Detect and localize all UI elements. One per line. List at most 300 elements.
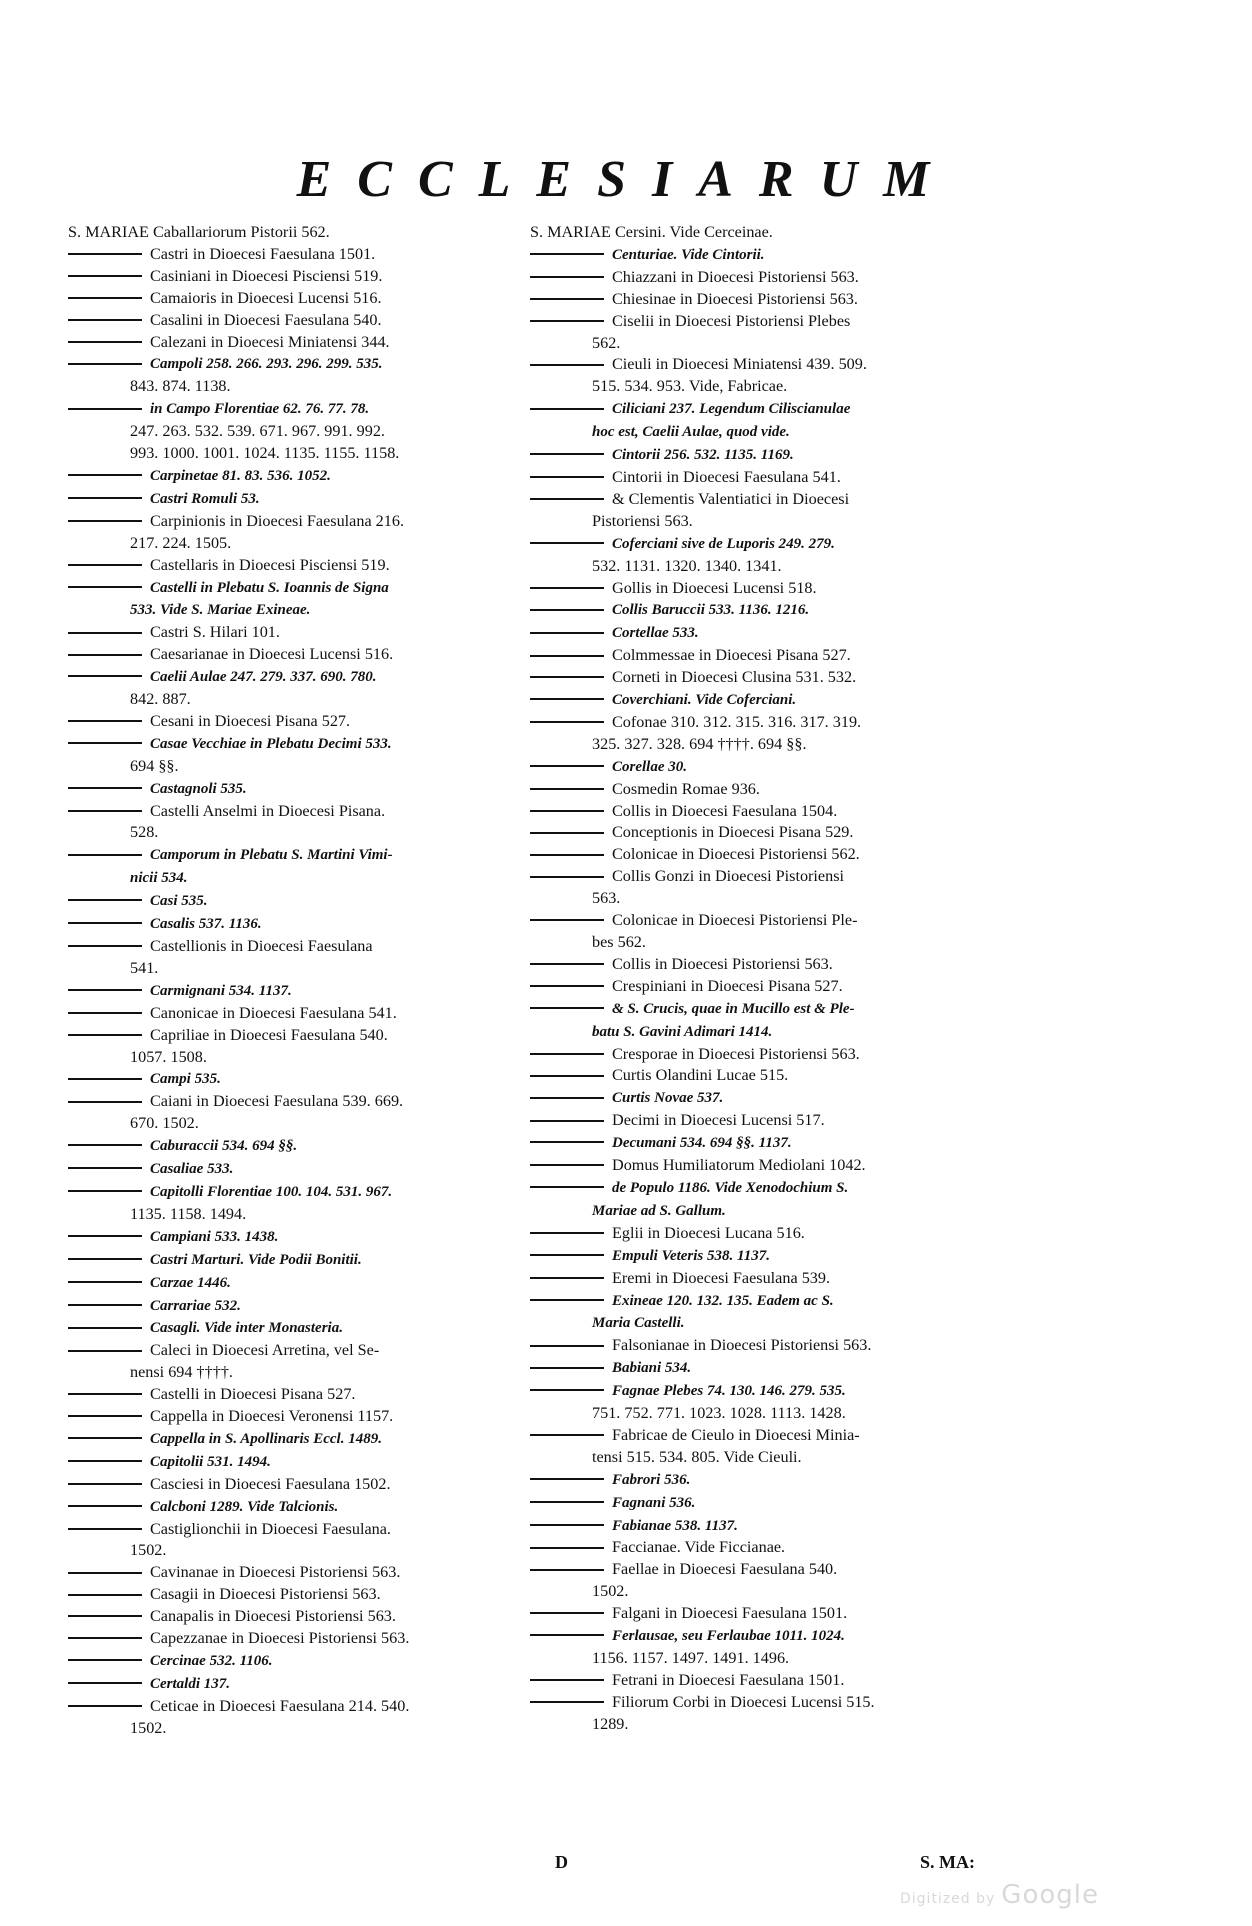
index-entry — [68, 1025, 513, 1047]
index-entry — [530, 1492, 985, 1515]
ditto-dash — [530, 1053, 604, 1055]
entry-text: Castri Marturi. Vide Podii Bonitii. — [150, 1251, 362, 1268]
index-entry — [68, 353, 513, 376]
entry-text: Colonicae in Dioecesi Pistoriensi Ple- — [612, 911, 858, 930]
entry-text: Fabricae de Cieulo in Dioecesi Minia- — [612, 1425, 860, 1444]
index-entry — [68, 890, 513, 913]
entry-text: de Populo 1186. Vide Xenodochium S. — [612, 1179, 849, 1196]
entry-text: Campi 535. — [150, 1071, 221, 1088]
ditto-dash — [530, 276, 604, 278]
index-entry — [530, 1335, 985, 1357]
entry-text: Castellaris in Dioecesi Pisciensi 519. — [150, 555, 390, 574]
entry-text: bes 562. — [592, 933, 646, 951]
ditto-dash — [68, 275, 142, 277]
index-entry-continuation — [68, 599, 513, 622]
ditto-dash — [530, 253, 604, 255]
entry-text: Caelii Aulae 247. 279. 337. 690. 780. — [150, 669, 377, 686]
ditto-dash — [68, 1415, 142, 1417]
ditto-dash — [68, 253, 142, 255]
entry-text: Fagnae Plebes 74. 130. 146. 279. 535. — [612, 1383, 846, 1400]
entry-text: & S. Crucis, quae in Mucillo est & Ple- — [612, 1000, 855, 1017]
index-entry — [68, 1474, 513, 1496]
ditto-dash — [530, 1097, 604, 1099]
entry-text: Coferciani sive de Luporis 249. 279. — [612, 535, 835, 552]
entry-text: S. MARIAE Cersini. Vide Cerceinae. — [530, 223, 773, 241]
entry-text: 563. — [592, 889, 621, 908]
index-entry — [68, 801, 513, 823]
ditto-dash — [530, 1232, 604, 1234]
entry-text: 532. 1131. 1320. 1340. 1341. — [592, 556, 782, 575]
entry-text: Castagnoli 535. — [150, 780, 247, 797]
left-column — [68, 222, 513, 1740]
ditto-dash — [530, 498, 604, 500]
ditto-dash — [68, 989, 142, 991]
index-entry — [530, 976, 985, 998]
index-entry — [530, 844, 985, 866]
entry-text: Calcboni 1289. Vide Talcionis. — [150, 1498, 339, 1515]
index-entry — [68, 1249, 513, 1272]
index-entry — [68, 1158, 513, 1181]
ditto-dash — [68, 632, 142, 634]
ditto-dash — [68, 363, 142, 365]
index-entry — [530, 444, 985, 467]
index-entry — [68, 1003, 513, 1025]
index-entry — [68, 980, 513, 1003]
index-entry — [68, 844, 513, 867]
entry-text: Gollis in Dioecesi Lucensi 518. — [612, 578, 817, 597]
ditto-dash — [68, 720, 142, 722]
entry-text: 515. 534. 953. Vide, Fabricae. — [592, 377, 788, 396]
entry-text: Carpinionis in Dioecesi Faesulana 216. — [150, 511, 405, 530]
ditto-dash — [68, 1393, 142, 1395]
index-entry-continuation — [68, 1540, 513, 1562]
entry-text: tensi 515. 534. 805. Vide Cieuli. — [592, 1447, 802, 1466]
index-entry — [68, 1673, 513, 1696]
entry-text: hoc est, Caelii Aulae, quod vide. — [592, 424, 790, 441]
ditto-dash — [68, 1682, 142, 1684]
index-entry-continuation — [530, 1648, 985, 1670]
entry-text: Collis Gonzi in Dioecesi Pistoriensi — [612, 867, 845, 886]
index-entry-continuation — [68, 1047, 513, 1069]
entry-text: Castelli Anselmi in Dioecesi Pisana. — [150, 801, 386, 820]
index-entry — [530, 1515, 985, 1538]
entry-text: Cesani in Dioecesi Pisana 527. — [150, 711, 351, 730]
entry-text: Mariae ad S. Gallum. — [592, 1202, 726, 1219]
index-entry — [68, 555, 513, 577]
index-entry — [68, 711, 513, 733]
ditto-dash — [530, 1141, 604, 1143]
ditto-dash — [530, 298, 604, 300]
ditto-dash — [530, 1254, 604, 1256]
entry-text: Carmignani 534. 1137. — [150, 982, 292, 999]
entry-text: Filiorum Corbi in Dioecesi Lucensi 515. — [612, 1692, 875, 1711]
index-entry-continuation — [530, 376, 985, 398]
ditto-dash — [530, 676, 604, 678]
entry-text: Caleci in Dioecesi Arretina, vel Se- — [150, 1341, 380, 1360]
ditto-dash — [68, 1505, 142, 1507]
ditto-dash — [530, 854, 604, 856]
ditto-dash — [68, 1705, 142, 1707]
entry-text: Carzae 1446. — [150, 1274, 231, 1291]
ditto-dash — [68, 1572, 142, 1574]
entry-text: Eremi in Dioecesi Faesulana 539. — [612, 1268, 831, 1287]
entry-text: 1502. — [592, 1582, 629, 1601]
ditto-dash — [68, 1350, 142, 1352]
ditto-dash — [68, 787, 142, 789]
entry-text: Decimi in Dioecesi Lucensi 517. — [612, 1111, 825, 1130]
ditto-dash — [530, 1634, 604, 1636]
index-entry — [530, 398, 985, 421]
index-entry — [530, 244, 985, 267]
ditto-dash — [530, 1701, 604, 1703]
index-entry — [68, 488, 513, 511]
index-entry-continuation — [530, 1447, 985, 1469]
ditto-dash — [530, 876, 604, 878]
index-heading — [530, 222, 985, 244]
index-entry — [530, 910, 985, 932]
entry-text: 670. 1502. — [130, 1114, 199, 1133]
index-entry — [530, 489, 985, 511]
entry-text: Falsonianae in Dioecesi Pistoriensi 563. — [612, 1336, 872, 1355]
ditto-dash — [68, 520, 142, 522]
entry-text: Chiazzani in Dioecesi Pistoriensi 563. — [612, 267, 859, 286]
ditto-dash — [68, 319, 142, 321]
ditto-dash — [530, 1164, 604, 1166]
index-entry — [68, 1428, 513, 1451]
entry-text: Cosmedin Romae 936. — [612, 779, 760, 798]
index-entry-continuation — [68, 1204, 513, 1226]
index-entry — [530, 1177, 985, 1200]
index-entry-continuation — [68, 689, 513, 711]
index-entry — [530, 689, 985, 712]
page-title: ECCLESIARUM — [296, 151, 956, 208]
entry-text: Crespiniani in Dioecesi Pisana 527. — [612, 976, 843, 995]
index-entry-continuation — [530, 1200, 985, 1223]
ditto-dash — [68, 1594, 142, 1596]
index-entry-continuation — [68, 822, 513, 844]
entry-text: Conceptionis in Dioecesi Pisana 529. — [612, 823, 854, 842]
index-entry — [530, 1087, 985, 1110]
entry-text: 562. — [592, 333, 621, 352]
ditto-dash — [530, 1501, 604, 1503]
index-entry — [530, 645, 985, 667]
entry-text: Casalis 537. 1136. — [150, 916, 262, 933]
index-entry — [530, 289, 985, 311]
entry-text: Curtis Novae 537. — [612, 1090, 724, 1107]
entry-text: Castelli in Dioecesi Pisana 527. — [150, 1385, 356, 1404]
ditto-dash — [68, 654, 142, 656]
entry-text: Castellionis in Dioecesi Faesulana — [150, 937, 373, 955]
entry-text: Capitolii 531. 1494. — [150, 1453, 271, 1470]
entry-text: in Campo Florentiae 62. 76. 77. 78. — [150, 401, 370, 418]
ditto-dash — [530, 1389, 604, 1391]
ditto-dash — [530, 1547, 604, 1549]
ditto-dash — [68, 1034, 142, 1036]
ditto-dash — [68, 810, 142, 812]
index-entry — [530, 1223, 985, 1245]
index-entry-continuation — [530, 932, 985, 954]
index-entry — [530, 599, 985, 622]
index-entry — [530, 1625, 985, 1648]
entry-text: Chiesinae in Dioecesi Pistoriensi 563. — [612, 289, 858, 308]
ditto-dash — [68, 1167, 142, 1169]
index-entry — [68, 1650, 513, 1673]
entry-text: Empuli Veteris 538. 1137. — [612, 1247, 770, 1264]
entry-text: Centuriae. Vide Cintorii. — [612, 246, 765, 263]
index-entry — [68, 266, 513, 288]
index-entry — [68, 332, 513, 354]
entry-text: Fabianae 538. 1137. — [612, 1517, 738, 1534]
index-entry — [530, 533, 985, 556]
index-entry — [68, 913, 513, 936]
index-entry-continuation — [530, 734, 985, 756]
index-entry — [530, 1603, 985, 1625]
entry-text: Collis in Dioecesi Faesulana 1504. — [612, 801, 838, 820]
entry-text: 1502. — [130, 1541, 167, 1560]
entry-text: 247. 263. 532. 539. 671. 967. 991. 992. — [130, 422, 385, 441]
catchword: S. MA: — [920, 1852, 975, 1872]
index-entry — [530, 1044, 985, 1066]
ditto-dash — [68, 297, 142, 299]
index-entry-continuation — [68, 1113, 513, 1135]
index-entry — [68, 1606, 513, 1628]
ditto-dash — [68, 1460, 142, 1462]
index-entry — [530, 1559, 985, 1581]
ditto-dash — [530, 542, 604, 544]
entry-text: Cavinanae in Dioecesi Pistoriensi 563. — [150, 1563, 401, 1582]
index-entry — [530, 622, 985, 645]
entry-text: 528. — [130, 823, 159, 842]
digitized-watermark — [900, 1880, 1099, 1910]
entry-text: 325. 327. 328. 694 ††††. 694 §§. — [592, 734, 807, 753]
ditto-dash — [530, 1478, 604, 1480]
index-entry — [68, 622, 513, 644]
index-entry — [68, 244, 513, 266]
entry-text: nensi 694 ††††. — [130, 1363, 233, 1382]
index-entry — [530, 1290, 985, 1313]
ditto-dash — [530, 1186, 604, 1188]
index-entry — [530, 354, 985, 376]
index-entry — [68, 1272, 513, 1295]
index-entry — [68, 1519, 513, 1541]
entry-text: Castri Romuli 53. — [150, 490, 260, 507]
entry-text: Decumani 534. 694 §§. 1137. — [612, 1135, 792, 1152]
index-entry-continuation — [530, 1312, 985, 1335]
entry-text: Casi 535. — [150, 893, 208, 910]
entry-text: Casciesi in Dioecesi Faesulana 1502. — [150, 1474, 391, 1493]
index-entry — [68, 1562, 513, 1584]
ditto-dash — [530, 1612, 604, 1614]
index-entry-continuation — [68, 533, 513, 555]
index-entry — [530, 1692, 985, 1714]
index-entry — [68, 465, 513, 488]
index-entry-continuation — [68, 443, 513, 465]
ditto-dash — [68, 1190, 142, 1192]
ditto-dash — [530, 963, 604, 965]
ditto-dash — [68, 1258, 142, 1260]
ditto-dash — [530, 408, 604, 410]
entry-text: Camaioris in Dioecesi Lucensi 516. — [150, 288, 382, 307]
ditto-dash — [68, 1327, 142, 1329]
ditto-dash — [530, 655, 604, 657]
ditto-dash — [68, 1637, 142, 1639]
index-entry — [530, 998, 985, 1021]
ditto-dash — [530, 765, 604, 767]
index-heading — [68, 222, 513, 244]
index-entry — [530, 801, 985, 823]
index-entry — [68, 1068, 513, 1091]
ditto-dash — [530, 832, 604, 834]
entry-text: Campoli 258. 266. 293. 296. 299. 535. — [150, 356, 383, 373]
index-entry — [530, 1357, 985, 1380]
ditto-dash — [68, 742, 142, 744]
entry-text: Casagii in Dioecesi Pistoriensi 563. — [150, 1585, 381, 1604]
index-entry — [530, 1132, 985, 1155]
index-entry-continuation — [68, 867, 513, 890]
index-entry — [530, 578, 985, 600]
ditto-dash — [530, 609, 604, 611]
ditto-dash — [68, 1078, 142, 1080]
entry-text: Carpinetae 81. 83. 536. 1052. — [150, 467, 331, 484]
index-entry — [530, 1268, 985, 1290]
ditto-dash — [68, 341, 142, 343]
entry-text: Ferlausae, seu Ferlaubae 1011. 1024. — [612, 1628, 845, 1645]
index-entry — [68, 666, 513, 689]
index-entry-continuation — [68, 756, 513, 778]
entry-text: Casagli. Vide inter Monasteria. — [150, 1320, 343, 1337]
entry-text: 1156. 1157. 1497. 1491. 1496. — [592, 1649, 790, 1667]
ditto-dash — [530, 1524, 604, 1526]
entry-text: 217. 224. 1505. — [130, 533, 232, 552]
ditto-dash — [68, 586, 142, 588]
entry-text: Pistoriensi 563. — [592, 511, 693, 530]
ditto-dash — [530, 1679, 604, 1681]
index-entry — [68, 1384, 513, 1406]
ditto-dash — [68, 922, 142, 924]
index-entry — [68, 1451, 513, 1474]
index-entry — [530, 1469, 985, 1492]
entry-text: 1502. — [130, 1718, 167, 1737]
ditto-dash — [68, 1615, 142, 1617]
index-entry — [530, 1537, 985, 1559]
entry-text: Cintorii 256. 532. 1135. 1169. — [612, 447, 794, 464]
index-entry — [530, 822, 985, 844]
entry-text: Cappella in S. Apollinaris Eccl. 1489. — [150, 1430, 382, 1447]
index-entry — [68, 310, 513, 332]
entry-text: Casalini in Dioecesi Faesulana 540. — [150, 310, 382, 329]
ditto-dash — [68, 854, 142, 856]
entry-text: Faccianae. Vide Ficcianae. — [612, 1538, 786, 1557]
ditto-dash — [530, 587, 604, 589]
index-entry-continuation — [530, 556, 985, 578]
entry-text: 842. 887. — [130, 690, 191, 709]
entry-text: S. MARIAE Caballariorum Pistorii 562. — [68, 223, 330, 241]
index-entry — [530, 712, 985, 734]
ditto-dash — [530, 1434, 604, 1436]
entry-text: Curtis Olandini Lucae 515. — [612, 1066, 789, 1085]
ditto-dash — [530, 364, 604, 366]
entry-text: Capriliae in Dioecesi Faesulana 540. — [150, 1025, 388, 1044]
index-entry-continuation — [530, 1581, 985, 1603]
ditto-dash — [68, 945, 142, 947]
entry-text: Corellae 30. — [612, 758, 687, 775]
index-entry — [530, 1425, 985, 1447]
entry-text: Collis Baruccii 533. 1136. 1216. — [612, 602, 810, 619]
index-entry — [530, 1380, 985, 1403]
entry-text: Casae Vecchiae in Plebatu Decimi 533. — [150, 735, 392, 752]
ditto-dash — [530, 476, 604, 478]
entry-text: Capezzanae in Dioecesi Pistoriensi 563. — [150, 1629, 410, 1648]
entry-text: Ciselii in Dioecesi Pistoriensi Plebes — [612, 311, 851, 330]
index-entry — [68, 1317, 513, 1340]
entry-text: Colonicae in Dioecesi Pistoriensi 562. — [612, 845, 860, 864]
ditto-dash — [530, 453, 604, 455]
index-entry — [68, 398, 513, 421]
index-entry — [68, 1226, 513, 1249]
index-entry — [68, 1181, 513, 1204]
index-entry — [68, 1135, 513, 1158]
ditto-dash — [68, 1101, 142, 1103]
entry-text: Colmmessae in Dioecesi Pisana 527. — [612, 646, 851, 665]
entry-text: Cintorii in Dioecesi Faesulana 541. — [612, 467, 841, 486]
ditto-dash — [530, 698, 604, 700]
entry-text: Canonicae in Dioecesi Faesulana 541. — [150, 1003, 397, 1022]
index-entry — [530, 667, 985, 689]
entry-text: Canapalis in Dioecesi Pistoriensi 563. — [150, 1607, 396, 1626]
entry-text: Eglii in Dioecesi Lucana 516. — [612, 1223, 805, 1242]
index-entry — [68, 288, 513, 310]
entry-text: Caesarianae in Dioecesi Lucensi 516. — [150, 645, 394, 664]
index-entry — [530, 267, 985, 289]
ditto-dash — [530, 1075, 604, 1077]
index-entry-continuation — [530, 888, 985, 910]
ditto-dash — [530, 810, 604, 812]
entry-text: Ciliciani 237. Legendum Ciliscianulae — [612, 401, 851, 418]
entry-text: Coverchiani. Vide Coferciani. — [612, 692, 797, 709]
ditto-dash — [68, 408, 142, 410]
entry-text: Caiani in Dioecesi Faesulana 539. 669. — [150, 1092, 404, 1111]
index-entry — [68, 1584, 513, 1606]
entry-text: Cappella in Dioecesi Veronensi 1157. — [150, 1407, 394, 1426]
index-entry-continuation — [530, 1714, 985, 1736]
index-entry — [530, 1670, 985, 1692]
index-entry — [530, 1155, 985, 1177]
entry-text: & Clementis Valentiatici in Dioecesi — [612, 489, 850, 508]
index-entry — [68, 644, 513, 666]
ditto-dash — [68, 899, 142, 901]
ditto-dash — [530, 1007, 604, 1009]
index-entry-continuation — [530, 421, 985, 444]
index-entry-continuation — [530, 511, 985, 533]
index-entry-continuation — [530, 1403, 985, 1425]
entry-text: Domus Humiliatorum Mediolani 1042. — [612, 1156, 866, 1175]
entry-text: Casaliae 533. — [150, 1161, 234, 1178]
entry-text: Falgani in Dioecesi Faesulana 1501. — [612, 1604, 848, 1623]
signature-mark: D — [555, 1852, 568, 1872]
ditto-dash — [68, 497, 142, 499]
ditto-dash — [530, 632, 604, 634]
entry-text: Fetrani in Dioecesi Faesulana 1501. — [612, 1670, 845, 1689]
index-entry — [530, 866, 985, 888]
ditto-dash — [68, 1012, 142, 1014]
ditto-dash — [68, 1281, 142, 1283]
ditto-dash — [530, 1367, 604, 1369]
entry-text: batu S. Gavini Adimari 1414. — [592, 1023, 773, 1040]
index-entry — [530, 1245, 985, 1268]
entry-text: 751. 752. 771. 1023. 1028. 1113. 1428. — [592, 1404, 846, 1423]
ditto-dash — [530, 919, 604, 921]
index-entry-continuation — [68, 1718, 513, 1740]
